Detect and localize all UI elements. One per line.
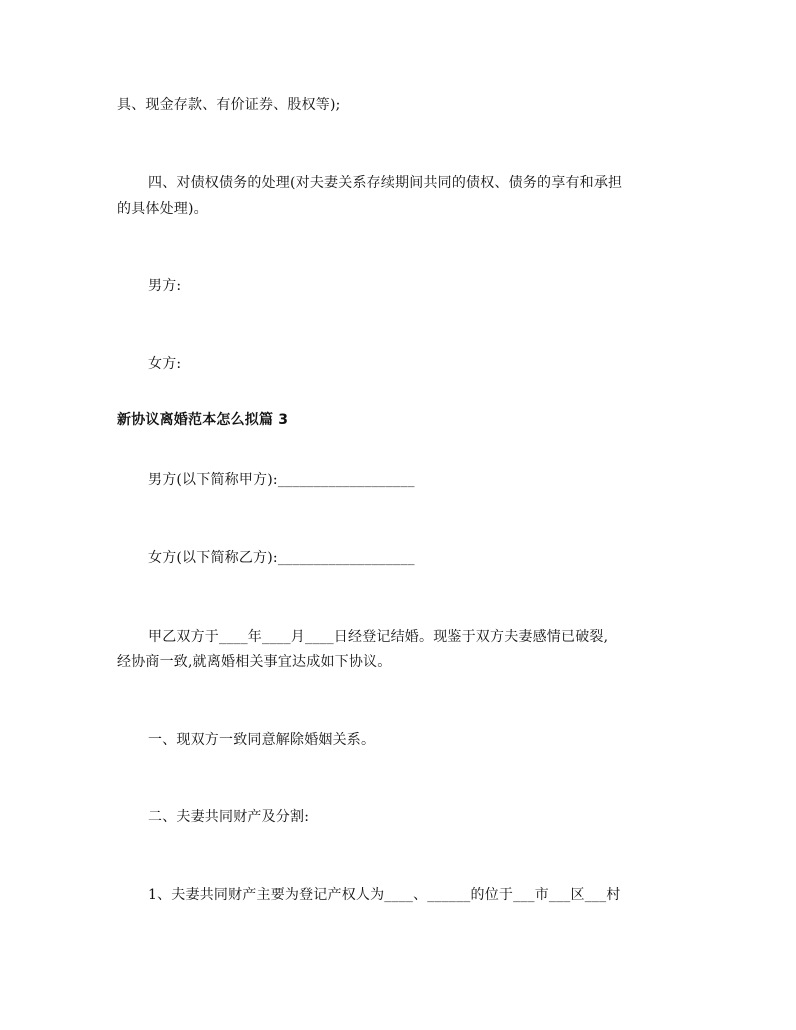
male-signature-label: 男方: xyxy=(148,278,182,294)
section-title: 新协议离婚范本怎么拟篇 3 xyxy=(117,412,289,428)
text-line: 具、现金存款、有价证券、股权等); xyxy=(117,97,341,113)
property-item-one: 1、夫妻共同财产主要为登记产权人为____、______的位于___市___区___村 xyxy=(148,887,621,903)
clause-two: 二、夫妻共同财产及分割: xyxy=(148,809,310,825)
marriage-paragraph-line-1: 甲乙双方于____年____月____日经登记结婚。现鉴于双方夫妻感情已破裂, xyxy=(148,629,609,645)
party-a-line: 男方(以下简称甲方):___________________ xyxy=(148,472,415,488)
party-b-line: 女方(以下简称乙方):___________________ xyxy=(148,550,415,566)
paragraph-four-line-2: 的具体处理)。 xyxy=(117,201,208,217)
female-signature-label: 女方: xyxy=(148,356,182,372)
paragraph-four-line-1: 四、对债权债务的处理(对夫妻关系存续期间共同的债权、债务的享有和承担 xyxy=(148,175,623,191)
clause-one: 一、现双方一致同意解除婚姻关系。 xyxy=(148,732,376,748)
marriage-paragraph-line-2: 经协商一致,就离婚相关事宜达成如下协议。 xyxy=(117,654,392,670)
